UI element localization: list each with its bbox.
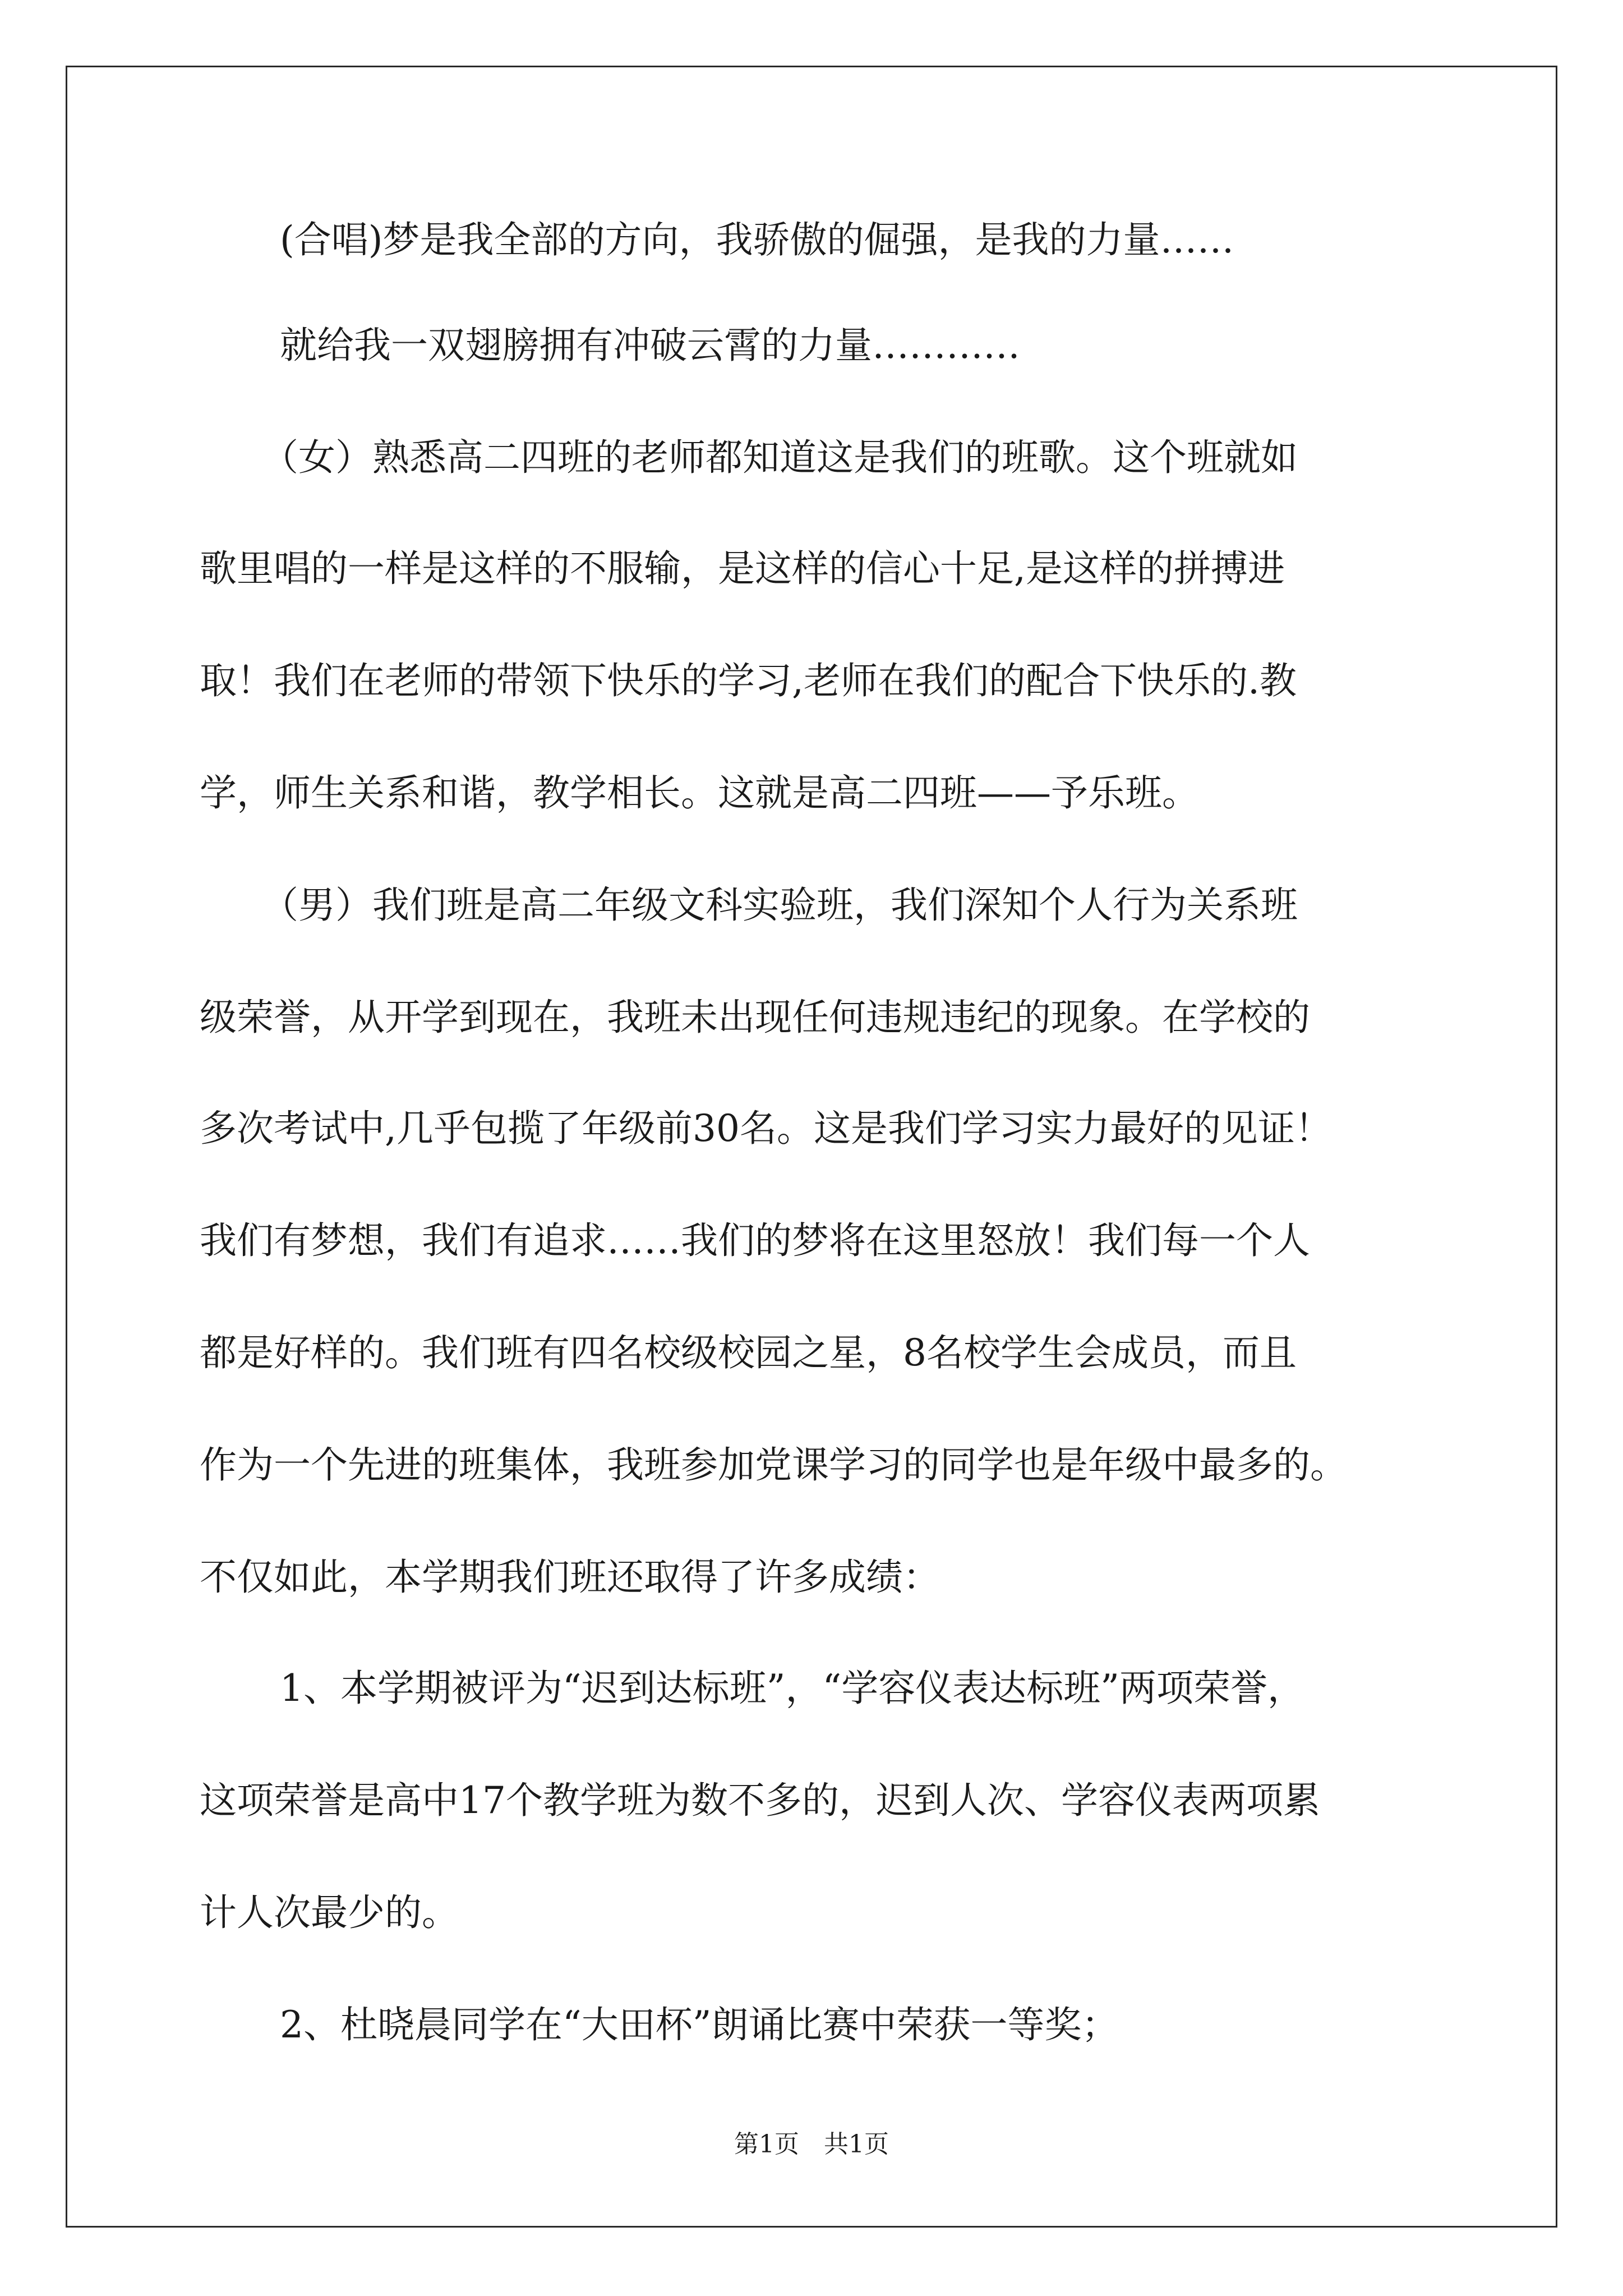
text-line-17: 2、杜晓晨同学在“大田杯”朗诵比赛中荣获一等奖； — [280, 2003, 1119, 2046]
text-line-13: 不仅如此，本学期我们班还取得了许多成绩： — [200, 1556, 940, 1599]
text-line-1: (合唱)梦是我全部的方向，我骄傲的倔强，是我的力量…… — [280, 218, 1234, 261]
text-line-5: 取！我们在老师的带领下快乐的学习,老师在我们的配合下快乐的.教 — [200, 659, 1297, 702]
text-line-2: 就给我一双翅膀拥有冲破云霄的力量………… — [280, 324, 1020, 367]
text-line-15: 这项荣誉是高中17个教学班为数不多的，迟到人次、学容仪表两项累 — [200, 1779, 1320, 1822]
text-line-7: （男）我们班是高二年级文科实验班，我们深知个人行为关系班 — [261, 884, 1298, 927]
text-line-8: 级荣誉，从开学到现在，我班未出现任何违规违纪的现象。在学校的 — [200, 996, 1310, 1039]
text-line-14: 1、本学期被评为“迟到达标班”，“学容仪表达标班”两项荣誉， — [280, 1667, 1304, 1710]
text-line-11: 都是好样的。我们班有四名校级校园之星，8名校学生会成员，而且 — [200, 1331, 1297, 1374]
text-line-10: 我们有梦想，我们有追求……我们的梦将在这里怒放！我们每一个人 — [200, 1219, 1310, 1262]
page-footer: 第1页 共1页 — [734, 2130, 889, 2159]
text-line-4: 歌里唱的一样是这样的不服输，是这样的信心十足,是这样的拼搏进 — [200, 547, 1285, 590]
text-line-9: 多次考试中,几乎包揽了年级前30名。这是我们学习实力最好的见证！ — [200, 1107, 1332, 1150]
text-line-6: 学，师生关系和谐，教学相长。这就是高二四班——予乐班。 — [200, 771, 1199, 815]
text-line-3: （女）熟悉高二四班的老师都知道这是我们的班歌。这个班就如 — [261, 436, 1298, 479]
text-line-12: 作为一个先进的班集体，我班参加党课学习的同学也是年级中最多的。 — [200, 1443, 1347, 1487]
text-line-16: 计人次最少的。 — [200, 1891, 459, 1934]
